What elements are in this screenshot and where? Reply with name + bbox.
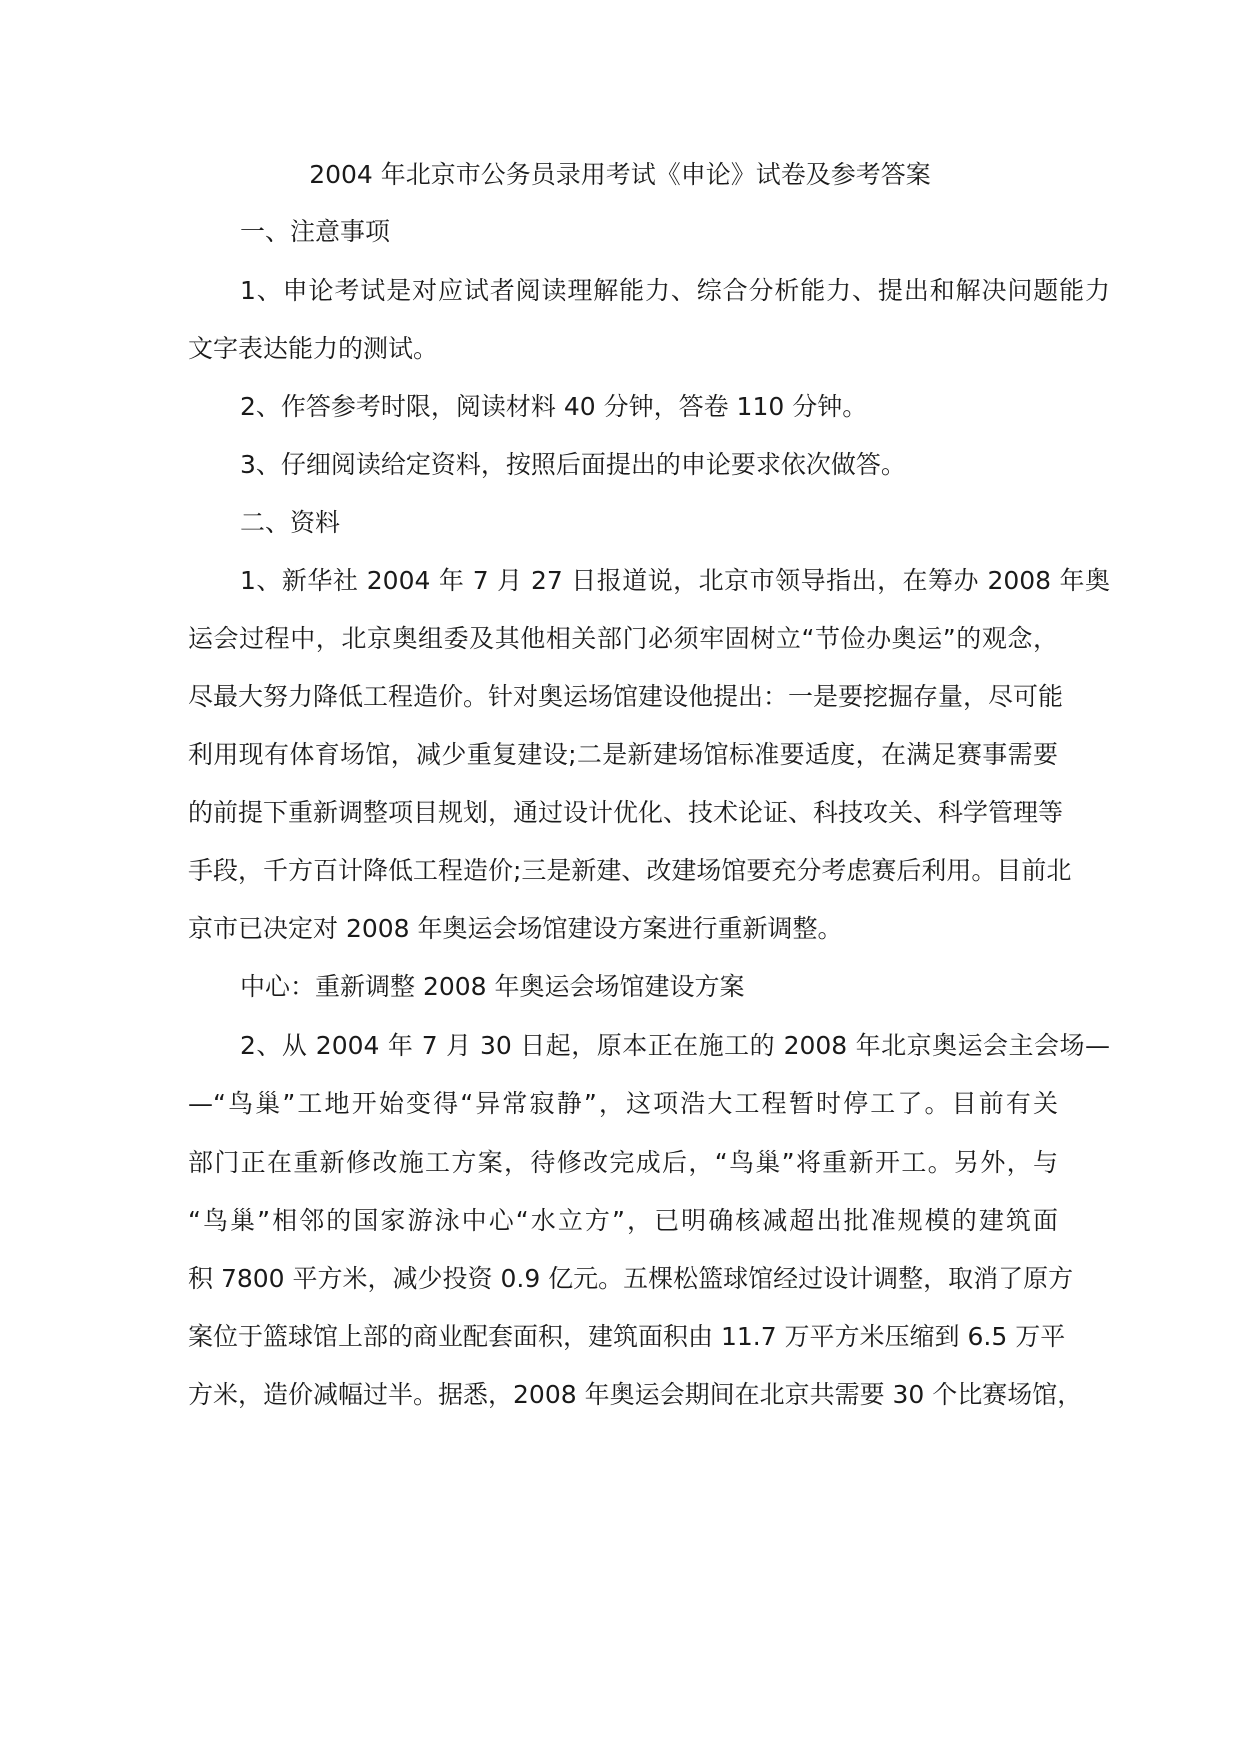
paragraph-line: 利用现有体育场馆，减少重复建设;二是新建场馆标准要适度，在满足赛事需要 — [188, 740, 1058, 769]
paragraph-line: 方米，造价减幅过半。据悉，2008 年奥运会期间在北京共需要 30 个比赛场馆， — [188, 1380, 1083, 1409]
center-summary: 中心：重新调整 2008 年奥运会场馆建设方案 — [240, 972, 745, 1001]
document-title: 2004 年北京市公务员录用考试《申论》试卷及参考答案 — [309, 160, 931, 189]
paragraph-line: 部门正在重新修改施工方案，待修改完成后，“鸟巢”将重新开工。另外，与 — [188, 1148, 1058, 1177]
paragraph-line: 1、新华社 2004 年 7 月 27 日报道说，北京市领导指出，在筹办 2008 年奥 — [240, 566, 1110, 595]
paragraph-line: 尽最大努力降低工程造价。针对奥运场馆建设他提出：一是要挖掘存量，尽可能 — [188, 682, 1064, 711]
paragraph-line: 案位于篮球馆上部的商业配套面积，建筑面积由 11.7 万平方米压缩到 6.5 万平 — [188, 1322, 1066, 1351]
paragraph-line: 运会过程中，北京奥组委及其他相关部门必须牢固树立“节俭办奥运”的观念， — [188, 624, 1058, 653]
paragraph-line: 2、从 2004 年 7 月 30 日起，原本正在施工的 2008 年北京奥运会主会场— — [240, 1031, 1110, 1060]
paragraph-line: 手段，千方百计降低工程造价;三是新建、改建场馆要充分考虑赛后利用。目前北 — [188, 856, 1072, 885]
section-heading-notes: 一、注意事项 — [240, 217, 391, 246]
section-heading-materials: 二、资料 — [240, 508, 341, 537]
paragraph-line: 积 7800 平方米，减少投资 0.9 亿元。五棵松篮球馆经过设计调整，取消了原方 — [188, 1264, 1074, 1293]
paragraph-line: 2、作答参考时限，阅读材料 40 分钟，答卷 110 分钟。 — [240, 392, 868, 421]
paragraph-line: 京市已决定对 2008 年奥运会场馆建设方案进行重新调整。 — [188, 914, 843, 943]
paragraph-line: 3、仔细阅读给定资料，按照后面提出的申论要求依次做答。 — [240, 450, 906, 479]
paragraph-line: 的前提下重新调整项目规划，通过设计优化、技术论证、科技攻关、科学管理等 — [188, 798, 1064, 827]
paragraph-line: 1、申论考试是对应试者阅读理解能力、综合分析能力、提出和解决问题能力 — [240, 276, 1110, 305]
paragraph-line: —“鸟巢”工地开始变得“异常寂静”，这项浩大工程暂时停工了。目前有关 — [188, 1089, 1058, 1118]
paragraph-line: “鸟巢”相邻的国家游泳中心“水立方”，已明确核减超出批准规模的建筑面 — [188, 1206, 1058, 1235]
paragraph-line: 文字表达能力的测试。 — [188, 334, 439, 363]
